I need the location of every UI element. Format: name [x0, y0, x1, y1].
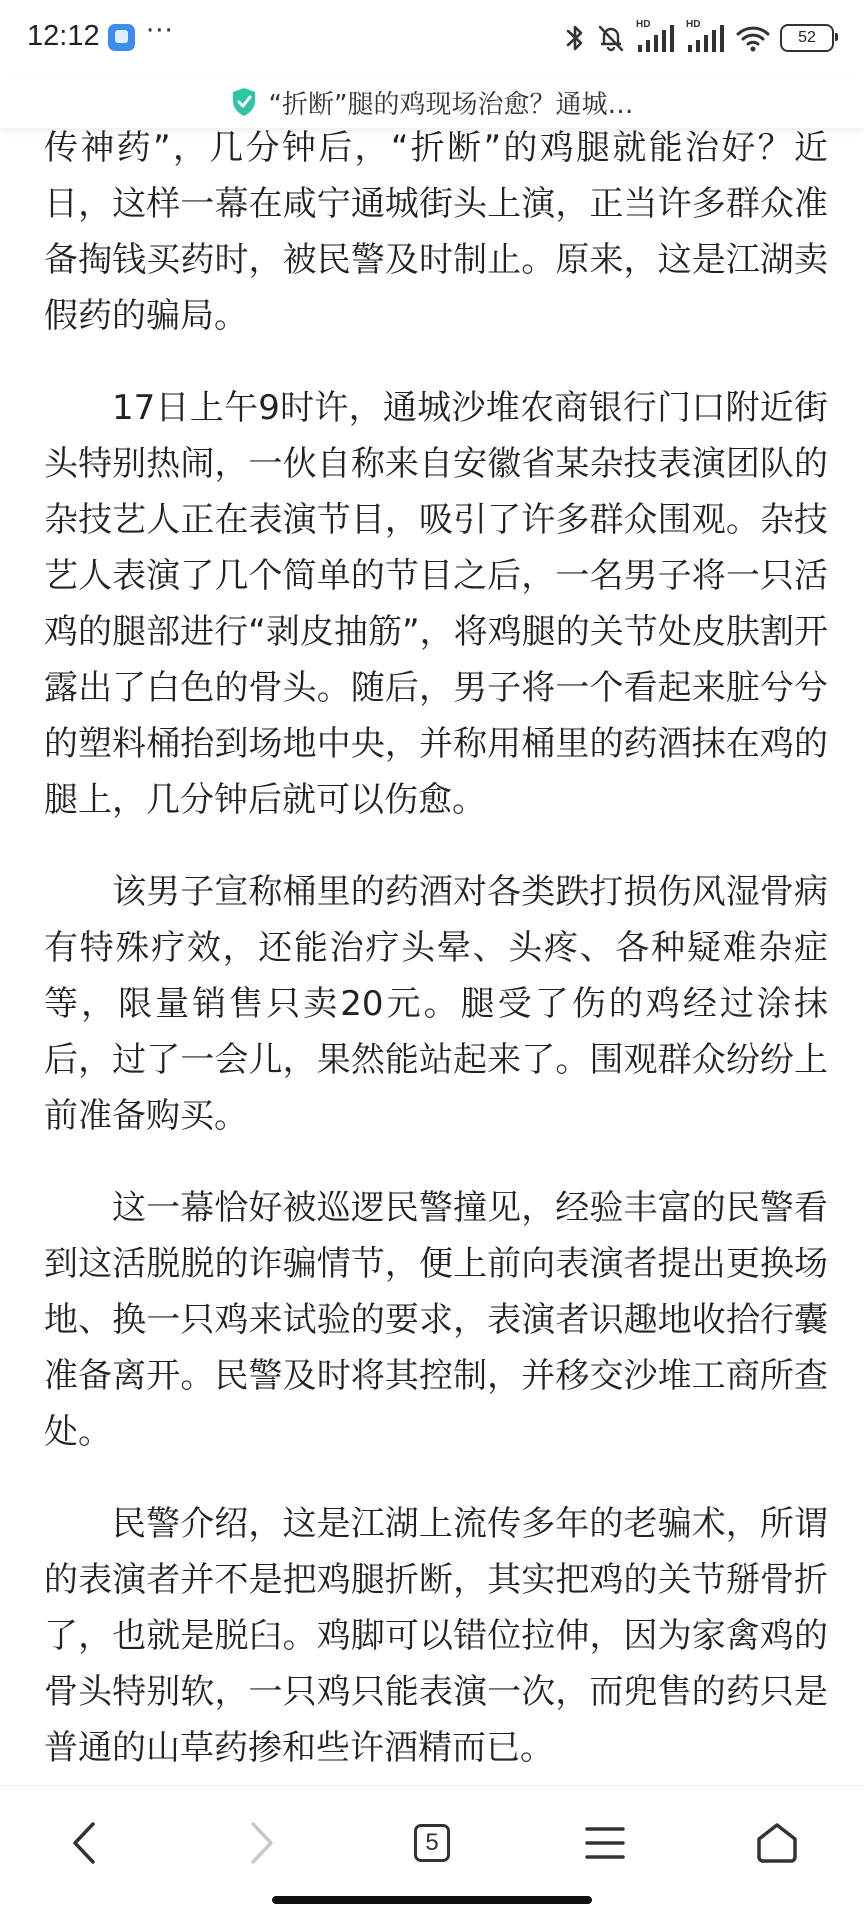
tabs-icon: 5 — [414, 1824, 450, 1862]
page-title: “折断”腿的鸡现场治愈？通城… — [268, 89, 634, 120]
more-notifications-icon: ··· — [146, 16, 174, 46]
battery-icon — [780, 24, 834, 52]
hd-label: HD — [686, 19, 701, 30]
signal-2 — [686, 19, 726, 53]
menu-button[interactable] — [570, 1808, 640, 1878]
article-paragraph: 17日上午9时许，通城沙堆农商银行门口附近街头特别热闹，一伙自称来自安徽省某杂技表演团队的杂技艺人正在表演节目，吸引了许多群众围观。杂技艺人表演了几个简单的节目之后，一名男子将一只活鸡的腿部进行“剥皮抽筋”，将鸡腿的关节处皮肤割开露出了白色的骨头。随后，男子将一个看起来脏兮兮的塑料桶抬到场地中央，并称用桶里的药酒抹在鸡的腿上，几分钟后就可以伤愈。 — [44, 388, 828, 820]
tabs-button[interactable] — [397, 1808, 467, 1878]
status-time: 12:12 — [27, 20, 100, 52]
battery-level: 52 — [798, 29, 816, 46]
menu-icon — [583, 1823, 627, 1863]
signal-1 — [636, 19, 676, 53]
signal-bars-icon — [636, 23, 676, 53]
shield-check-icon — [231, 87, 257, 117]
article-paragraph: 该男子宣称桶里的药酒对各类跌打损伤风湿骨病有特殊疗效，还能治疗头晕、头疼、各种疑难杂症等，限量销售只卖20元。腿受了伤的鸡经过涂抹后，过了一会儿，果然能站起来了。围观群众纷纷上前准备购买。 — [44, 872, 828, 1136]
chevron-right-icon — [241, 1818, 281, 1868]
forward-button[interactable] — [226, 1808, 296, 1878]
home-icon — [754, 1821, 800, 1865]
status-icons — [564, 20, 834, 56]
wifi-icon — [736, 24, 770, 52]
article-paragraph: 传神药”，几分钟后，“折断”的鸡腿就能治好？近日，这样一幕在咸宁通城街头上演，正当许多群众准备掏钱买药时，被民警及时制止。原来，这是江湖卖假药的骗局。 — [44, 128, 828, 336]
signal-bars-icon — [686, 23, 726, 53]
chevron-left-icon — [65, 1818, 105, 1868]
app-notification-icon — [108, 24, 135, 51]
home-indicator[interactable] — [272, 1896, 592, 1904]
article-paragraph: 民警介绍，这是江湖上流传多年的老骗术，所谓的表演者并不是把鸡腿折断，其实把鸡的关节掰骨折了，也就是脱臼。鸡脚可以错位拉伸，因为家禽鸡的骨头特别软，一只鸡只能表演一次，而兜售的药只是普通的山草药掺和些许酒精而已。 — [44, 1504, 828, 1768]
mute-bell-icon — [596, 23, 626, 53]
article-paragraph: 这一幕恰好被巡逻民警撞见，经验丰富的民警看到这活脱脱的诈骗情节，便上前向表演者提出更换场地、换一只鸡来试验的要求，表演者识趣地收拾行囊准备离开。民警及时将其控制，并移交沙堆工商所查处。 — [44, 1188, 828, 1452]
bluetooth-icon — [564, 23, 586, 53]
status-bar — [0, 0, 864, 76]
article-body — [44, 120, 828, 1812]
back-button[interactable] — [50, 1808, 120, 1878]
page-title-bar[interactable] — [0, 76, 864, 128]
home-button[interactable] — [742, 1808, 812, 1878]
hd-label: HD — [636, 19, 651, 30]
